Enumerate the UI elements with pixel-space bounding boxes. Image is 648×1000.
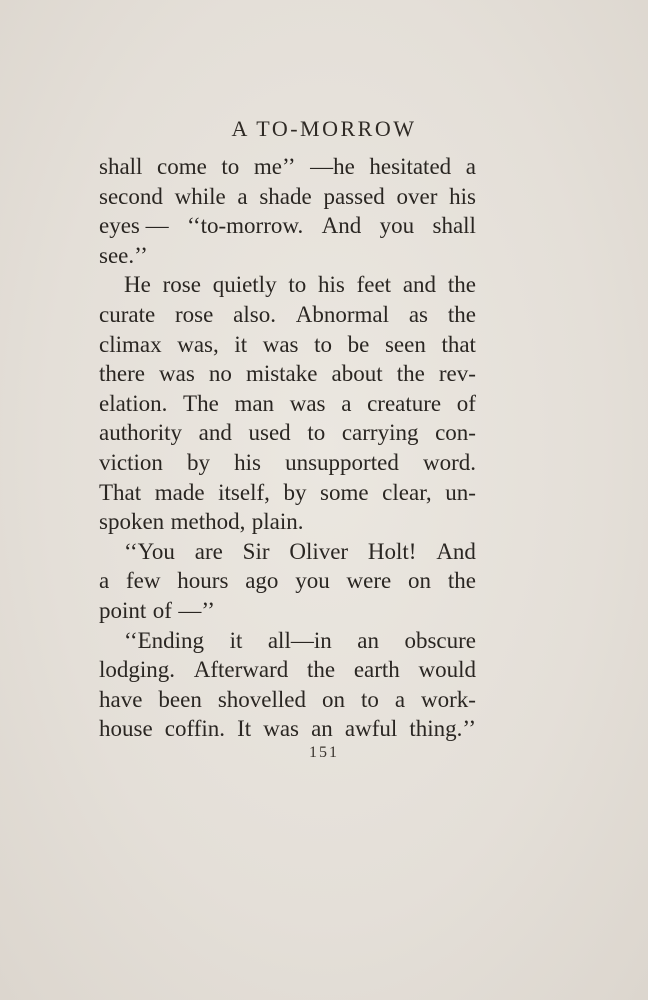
word: work- bbox=[421, 686, 476, 712]
word: an bbox=[311, 716, 333, 742]
word: come bbox=[157, 154, 207, 179]
word: plain. bbox=[251, 509, 304, 535]
word: was bbox=[289, 390, 326, 416]
word: there bbox=[99, 361, 145, 387]
word: have bbox=[99, 686, 143, 712]
word: also. bbox=[233, 301, 276, 327]
word: to bbox=[314, 331, 333, 357]
word: earth bbox=[353, 657, 400, 683]
word: passed bbox=[323, 183, 385, 209]
word: shall bbox=[99, 154, 143, 179]
word: It bbox=[237, 716, 252, 742]
word: by bbox=[187, 449, 211, 475]
text-line bbox=[99, 448, 476, 478]
word: creature bbox=[367, 390, 442, 416]
word: ‘‘Ending bbox=[124, 627, 205, 653]
word: He bbox=[124, 272, 151, 298]
word: —he bbox=[310, 154, 355, 179]
word: ‘‘to-morrow. bbox=[187, 213, 304, 239]
text-line bbox=[99, 152, 476, 182]
word: a bbox=[394, 686, 406, 712]
word: that bbox=[441, 331, 476, 357]
word: itself, bbox=[218, 479, 270, 505]
word: viction bbox=[99, 449, 163, 475]
word: made bbox=[154, 479, 205, 505]
page-number: 151 bbox=[309, 744, 339, 761]
word: the bbox=[447, 272, 476, 298]
text-line bbox=[99, 418, 476, 448]
text-line bbox=[99, 685, 476, 715]
word: were bbox=[346, 568, 392, 594]
word: shall bbox=[432, 213, 476, 239]
word: few bbox=[126, 568, 161, 594]
word: quietly bbox=[212, 272, 277, 298]
text-line bbox=[99, 566, 476, 596]
word: —’’ bbox=[178, 597, 215, 623]
word: of bbox=[152, 597, 172, 623]
body-text bbox=[99, 152, 476, 744]
text-line bbox=[99, 478, 476, 508]
word: it bbox=[229, 627, 243, 653]
word: second bbox=[99, 183, 163, 209]
word: of bbox=[456, 390, 476, 416]
word: man bbox=[234, 390, 275, 416]
word: to bbox=[288, 272, 307, 298]
word: coffin. bbox=[164, 716, 226, 742]
word: eyes — bbox=[99, 213, 169, 239]
word: seen bbox=[384, 331, 426, 357]
word: his bbox=[449, 183, 476, 209]
word: an bbox=[357, 627, 379, 653]
word: The bbox=[183, 390, 219, 416]
word: con- bbox=[435, 420, 476, 446]
word: be bbox=[347, 331, 370, 357]
word: was bbox=[263, 716, 300, 742]
text-line bbox=[99, 359, 476, 389]
word: used bbox=[248, 420, 291, 446]
word: are bbox=[194, 538, 223, 564]
word: by bbox=[283, 479, 307, 505]
word: the bbox=[447, 568, 476, 594]
word: and bbox=[198, 420, 232, 446]
word: it bbox=[234, 331, 248, 357]
word: unsupported bbox=[285, 449, 399, 475]
word: hours bbox=[177, 568, 229, 594]
word: Oliver bbox=[289, 538, 349, 564]
word: a bbox=[341, 390, 352, 416]
word: Sir bbox=[242, 538, 270, 564]
word: on bbox=[408, 568, 432, 594]
word: was bbox=[262, 331, 299, 357]
word: shovelled bbox=[217, 686, 306, 712]
text-line bbox=[99, 714, 476, 744]
word: house bbox=[99, 716, 153, 742]
text-line bbox=[99, 389, 476, 419]
text-line bbox=[99, 182, 476, 212]
word: lodging. bbox=[99, 657, 176, 683]
word: rose bbox=[175, 301, 214, 327]
word: been bbox=[158, 686, 202, 712]
word: was bbox=[159, 361, 195, 387]
word: obscure bbox=[404, 627, 476, 653]
word: Holt! bbox=[367, 538, 417, 564]
word: the bbox=[447, 301, 476, 327]
word: all—in bbox=[267, 627, 332, 653]
word: to bbox=[307, 420, 326, 446]
word: rose bbox=[162, 272, 201, 298]
word: you bbox=[295, 568, 330, 594]
word: would bbox=[418, 657, 476, 683]
word: word. bbox=[422, 449, 476, 475]
word: a bbox=[465, 154, 476, 179]
text-line bbox=[99, 655, 476, 685]
word: un- bbox=[445, 479, 476, 505]
word: see.’’ bbox=[99, 242, 148, 268]
word: a bbox=[237, 183, 248, 209]
word: ago bbox=[245, 568, 279, 594]
text-line bbox=[99, 300, 476, 330]
word: no bbox=[208, 361, 232, 387]
word: and bbox=[402, 272, 437, 298]
word: was, bbox=[177, 331, 219, 357]
text-line bbox=[99, 596, 476, 626]
word: curate bbox=[99, 301, 156, 327]
word: to bbox=[360, 686, 379, 712]
word: hesitated bbox=[369, 154, 452, 179]
word: authority bbox=[99, 420, 183, 446]
word: the bbox=[396, 361, 425, 387]
word: his bbox=[318, 272, 345, 298]
word: some bbox=[320, 479, 369, 505]
word: feet bbox=[356, 272, 392, 298]
word: as bbox=[408, 301, 429, 327]
word: method, bbox=[170, 509, 246, 535]
word: Afterward bbox=[193, 657, 289, 683]
word: over bbox=[396, 183, 438, 209]
word: climax bbox=[99, 331, 162, 357]
word: point bbox=[99, 597, 147, 623]
word: spoken bbox=[99, 509, 165, 535]
text-line bbox=[99, 241, 476, 271]
word: And bbox=[321, 213, 362, 239]
word: his bbox=[234, 449, 261, 475]
word: carrying bbox=[341, 420, 419, 446]
text-line bbox=[99, 270, 476, 300]
word: thing.’’ bbox=[409, 716, 476, 742]
running-head: A TO-MORROW bbox=[231, 116, 417, 141]
word: to bbox=[221, 154, 240, 179]
text-line bbox=[99, 537, 476, 567]
word: me’’ bbox=[253, 154, 296, 179]
word: the bbox=[306, 657, 336, 683]
text-line bbox=[99, 330, 476, 360]
word: a bbox=[99, 568, 110, 594]
word: awful bbox=[344, 716, 398, 742]
word: you bbox=[379, 213, 415, 239]
text-line bbox=[99, 211, 476, 241]
word: on bbox=[321, 686, 345, 712]
word: clear, bbox=[382, 479, 432, 505]
word: Abnormal bbox=[295, 301, 390, 327]
word: elation. bbox=[99, 390, 168, 416]
word: while bbox=[174, 183, 226, 209]
word: ‘‘You bbox=[124, 538, 175, 564]
word: rev- bbox=[438, 361, 476, 387]
word: mistake bbox=[245, 361, 318, 387]
text-line bbox=[99, 626, 476, 656]
word: And bbox=[436, 538, 476, 564]
word: That bbox=[99, 479, 142, 505]
word: shade bbox=[259, 183, 312, 209]
word: about bbox=[331, 361, 383, 387]
text-line bbox=[99, 507, 476, 537]
